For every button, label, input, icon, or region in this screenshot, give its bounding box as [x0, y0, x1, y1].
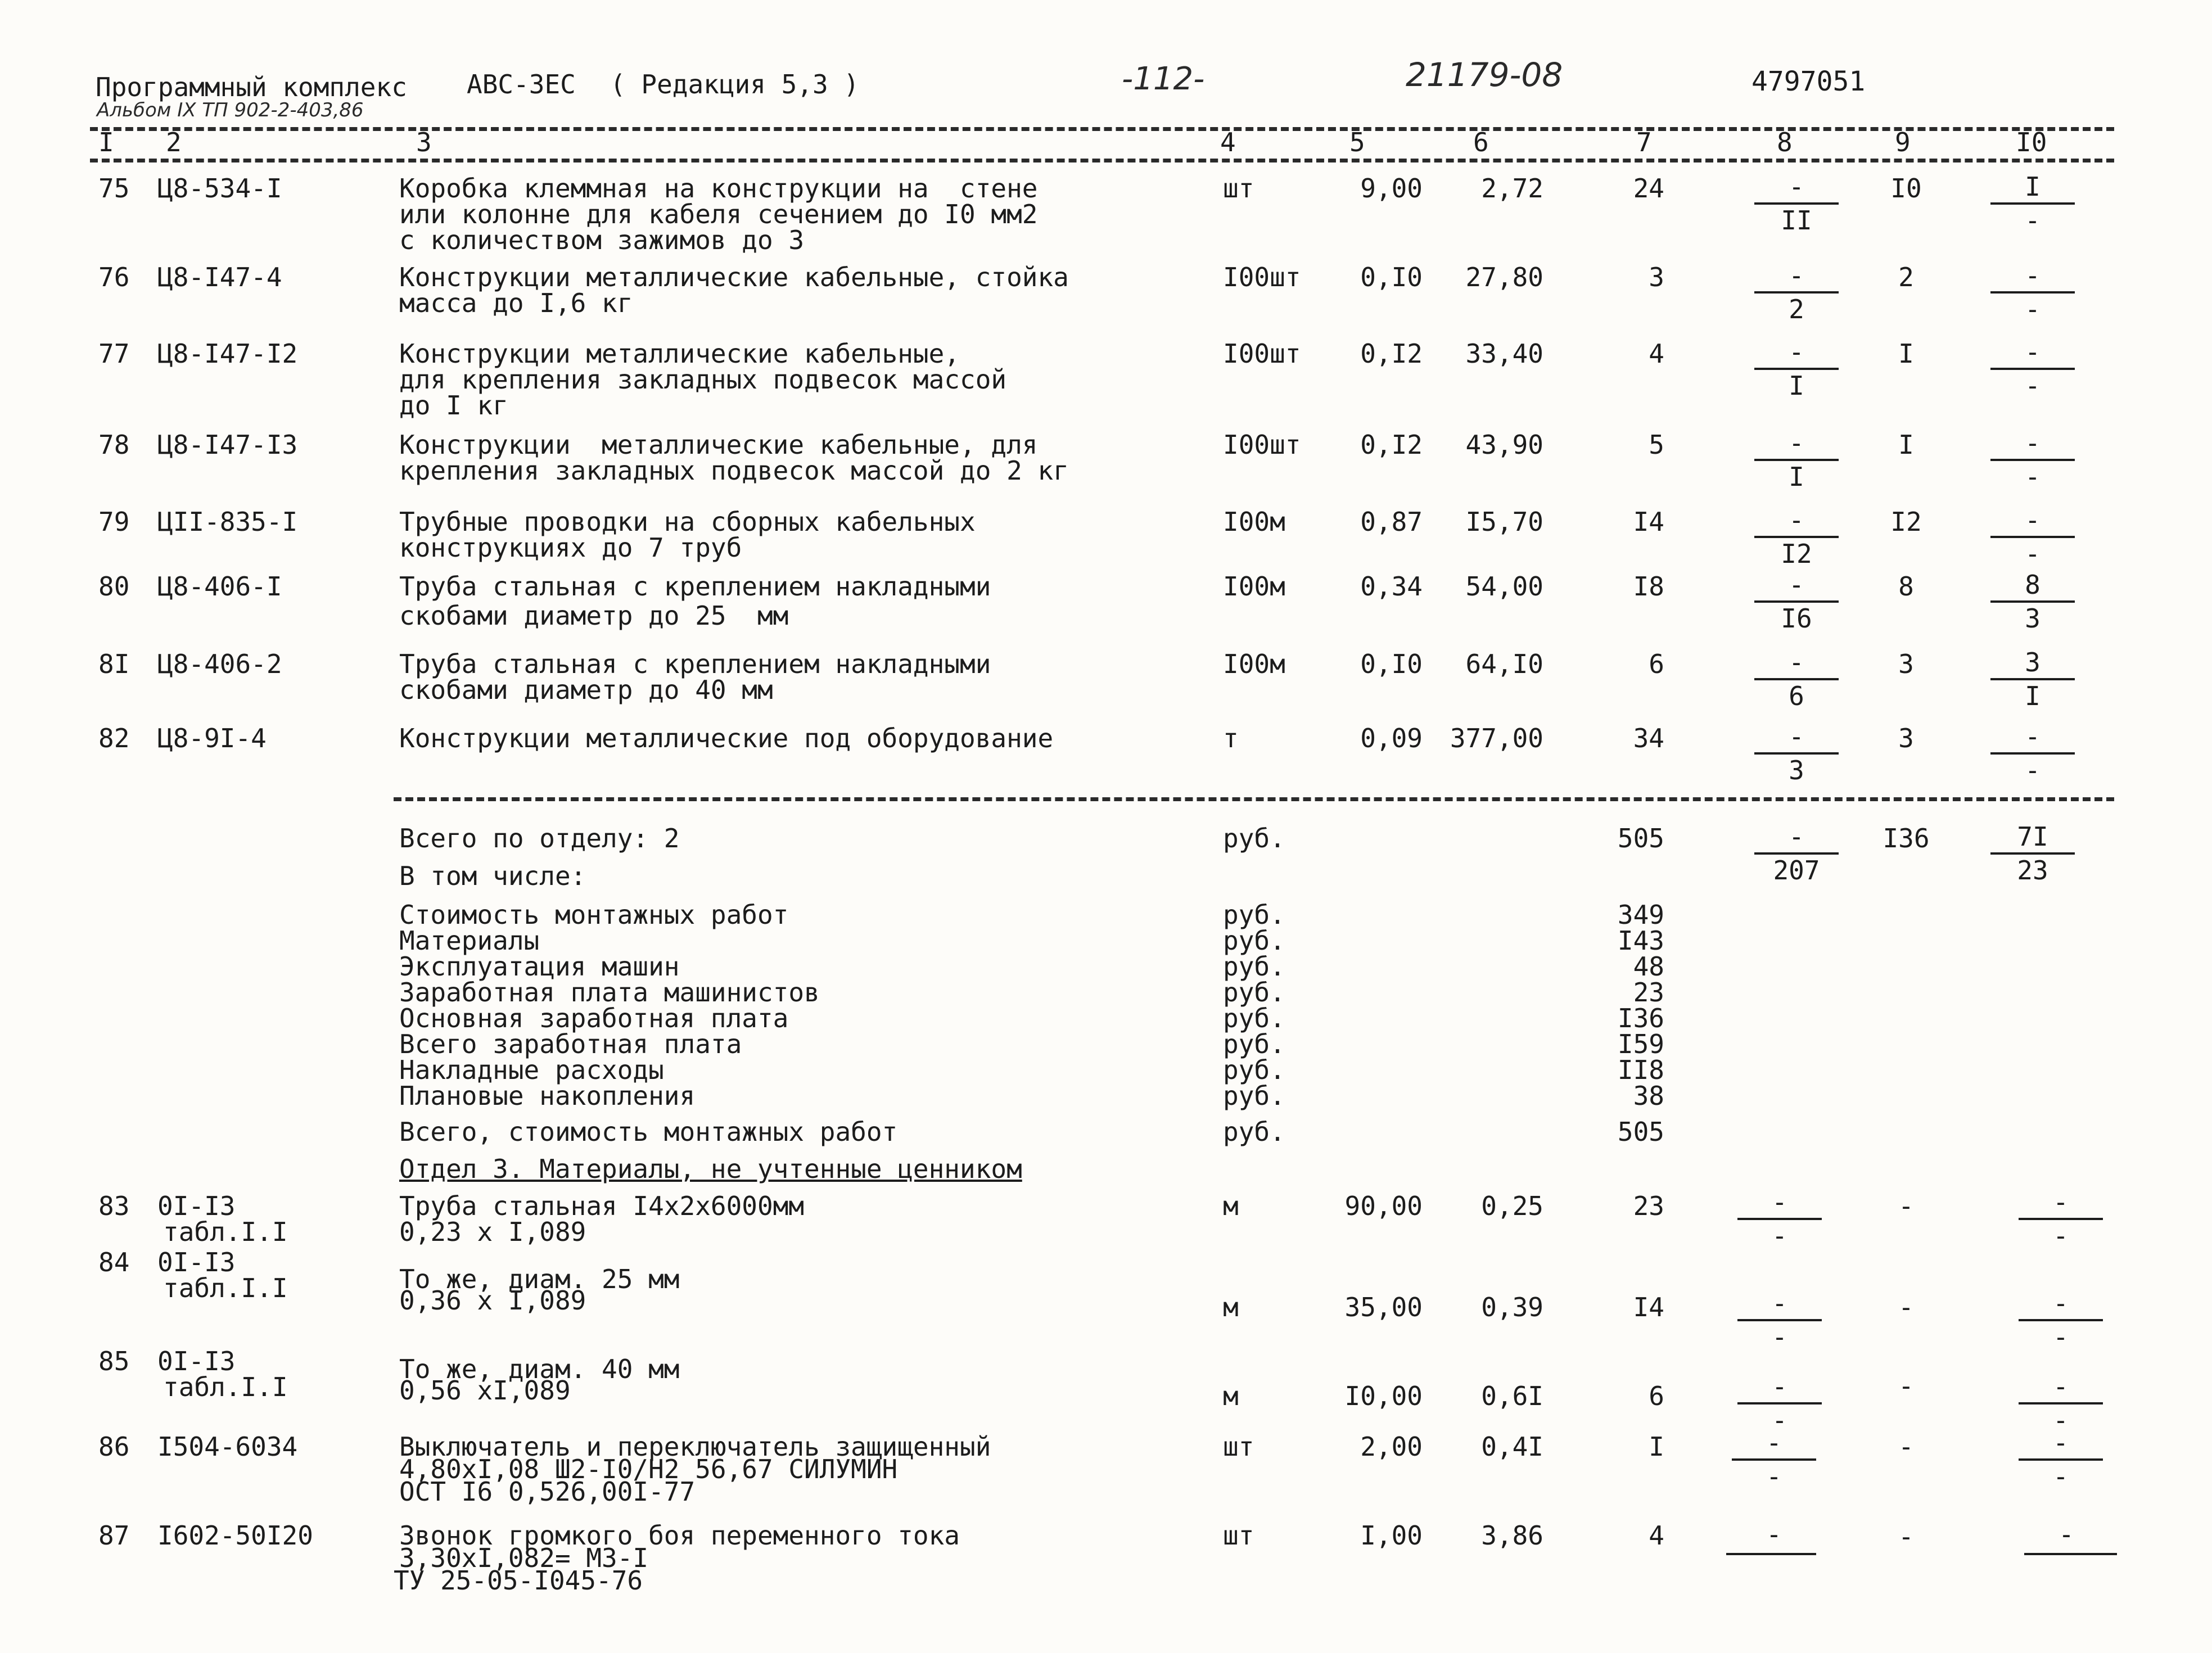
col10-bottom: - — [2025, 539, 2041, 569]
col8-bottom: - — [1772, 1322, 1787, 1352]
row-desc-line: крепления закладных подвесок массой до 2 кг — [399, 455, 1069, 486]
row-col8-fraction — [1737, 1372, 1822, 1435]
row-price: 0,6I — [1481, 1381, 1543, 1411]
row-col8-fraction — [1754, 428, 1839, 491]
row-code: Ц8-I47-4 — [157, 262, 282, 292]
row-col10-fraction — [1990, 505, 2075, 568]
total-col9: I36 — [1883, 823, 1930, 853]
row-desc-line: с количеством зажимов до 3 — [399, 225, 805, 255]
row-price: 43,90 — [1465, 430, 1543, 460]
row-unit: м — [1223, 1292, 1239, 1322]
row-total: 34 — [1633, 723, 1664, 753]
row-unit: I00шт — [1223, 430, 1301, 460]
row-code: Ц8-I47-I3 — [157, 430, 298, 460]
col10-bottom: - — [2053, 1322, 2069, 1352]
col-header-6: 6 — [1473, 127, 1489, 157]
row-qty: I,00 — [1360, 1520, 1423, 1551]
row-total: 24 — [1633, 173, 1664, 204]
total-unit: руб. — [1223, 823, 1285, 853]
program-label: Программный комплекс — [96, 72, 407, 102]
col10-top: - — [2053, 1371, 2069, 1402]
col8-underline — [1726, 1553, 1816, 1555]
breakdown-value: 349 — [1617, 900, 1664, 930]
row-unit: шт — [1223, 1520, 1254, 1551]
row-total: 4 — [1649, 338, 1664, 369]
handwritten-code: 21179-08 — [1406, 56, 1563, 94]
row-unit: шт — [1223, 1431, 1254, 1462]
breakdown-label: Заработная плата машинистов — [399, 977, 820, 1008]
breakdown-unit: руб. — [1223, 951, 1285, 982]
row-qty: 35,00 — [1344, 1292, 1423, 1322]
row-col8-fraction — [1754, 172, 1839, 235]
grand-total-unit: руб. — [1223, 1117, 1285, 1147]
row-qty: 2,00 — [1360, 1431, 1423, 1462]
row-qty: 90,00 — [1344, 1191, 1423, 1221]
col8-bottom: - — [1772, 1221, 1787, 1251]
row-col10: - — [2058, 1519, 2074, 1550]
col10-bottom: - — [2053, 1461, 2069, 1492]
col8-bottom: I2 — [1781, 539, 1812, 569]
row-desc-line: Трубные проводки на сборных кабельных — [399, 507, 976, 537]
breakdown-value: 48 — [1633, 951, 1664, 982]
row-col9: - — [1898, 1371, 1914, 1401]
row-code: Ц8-406-I — [157, 571, 282, 602]
col-header-9: 9 — [1895, 127, 1911, 157]
col8-top: - — [1789, 821, 1804, 852]
row-qty: 0,I2 — [1360, 338, 1423, 369]
row-price: 3,86 — [1481, 1520, 1543, 1551]
row-desc-line: То же, диам. 25 мм — [399, 1264, 680, 1294]
row-qty: 9,00 — [1360, 173, 1423, 204]
col8-top: - — [1789, 570, 1804, 600]
row-desc-line: Выключатель и переключатель защищенный — [399, 1431, 991, 1462]
total-label: Всего по отделу: 2 — [399, 823, 680, 853]
breakdown-label: Накладные расходы — [399, 1055, 664, 1085]
row-desc-line: Конструкции металлические под оборудование — [399, 723, 1054, 753]
row-qty: I0,00 — [1344, 1381, 1423, 1411]
row-price: 54,00 — [1465, 571, 1543, 602]
row-unit: м — [1223, 1191, 1239, 1221]
row-col10-fraction — [2019, 1372, 2103, 1435]
row-total: I — [1649, 1431, 1664, 1462]
col10-top: - — [2053, 1288, 2069, 1318]
row-number: 86 — [98, 1431, 130, 1462]
row-col8-fraction — [1754, 722, 1839, 785]
row-col8-fraction — [1754, 570, 1839, 633]
row-price: I5,70 — [1465, 507, 1543, 537]
col10-underline — [2024, 1553, 2117, 1555]
row-code: Ц8-534-I — [157, 173, 282, 204]
row-col10-fraction — [2019, 1289, 2103, 1352]
breakdown-value: II8 — [1617, 1055, 1664, 1085]
row-number: 8I — [98, 649, 130, 679]
row-col8-fraction — [1737, 1289, 1822, 1352]
breakdown-value: I59 — [1617, 1029, 1664, 1059]
row-unit: м — [1223, 1381, 1239, 1411]
row-col9: - — [1898, 1292, 1914, 1322]
column-header-divider — [90, 159, 2114, 162]
row-number: 76 — [98, 262, 130, 292]
col10-top: - — [2025, 505, 2041, 535]
row-price: 0,39 — [1481, 1292, 1543, 1322]
row-number: 87 — [98, 1520, 130, 1551]
row-price: 27,80 — [1465, 262, 1543, 292]
row-unit: т — [1223, 723, 1239, 753]
row-col9: - — [1898, 1431, 1914, 1462]
breakdown-value: I36 — [1617, 1003, 1664, 1033]
breakdown-unit: руб. — [1223, 1003, 1285, 1033]
breakdown-units — [1223, 902, 1285, 1109]
row-unit: I00м — [1223, 507, 1285, 537]
row-col9: - — [1898, 1191, 1914, 1221]
row-code: 0I-I3 — [157, 1191, 236, 1221]
row-desc-line: Конструкции металлические кабельные, — [399, 338, 960, 369]
col8-bottom: I — [1789, 371, 1804, 401]
row-desc-line: Коробка клеммная на конструкции на стене — [399, 173, 1038, 204]
row-col8-fraction — [1754, 505, 1839, 568]
row-col9: I2 — [1890, 507, 1922, 537]
row-desc-line: Конструкции металлические кабельные, для — [399, 430, 1038, 460]
row-desc-line: или колонне для кабеля сечением до I0 мм2 — [399, 199, 1038, 229]
row-col9: I0 — [1890, 173, 1922, 204]
row-desc-line: ОСТ I6 0,526,00I-77 — [399, 1476, 696, 1507]
program-name: АВС-ЗЕС — [467, 69, 576, 100]
row-desc-line: для крепления закладных подвесок массой — [399, 364, 1007, 395]
row-col9: 2 — [1898, 262, 1914, 292]
row-total: 6 — [1649, 649, 1664, 679]
row-col8-fraction — [1732, 1428, 1816, 1491]
col-header-7: 7 — [1636, 127, 1652, 157]
breakdown-label: Плановые накопления — [399, 1081, 696, 1111]
breakdown-label: Материалы — [399, 925, 540, 956]
row-number: 82 — [98, 723, 130, 753]
col8-top: - — [1772, 1187, 1787, 1217]
breakdown-label: Эксплуатация машин — [399, 951, 680, 982]
row-number: 75 — [98, 173, 130, 204]
col-header-10: I0 — [2016, 127, 2047, 157]
col10-bottom: - — [2053, 1221, 2069, 1251]
total-col8-fraction — [1754, 822, 1839, 885]
breakdown-label: Всего заработная плата — [399, 1029, 742, 1059]
including-label: В том числе: — [399, 861, 586, 891]
col-header-3: 3 — [416, 127, 432, 157]
row-number: 84 — [98, 1247, 130, 1277]
col10-bottom: - — [2053, 1405, 2069, 1435]
col8-top: - — [1789, 428, 1804, 458]
row-total: 4 — [1649, 1520, 1664, 1551]
col8-top: - — [1789, 647, 1804, 678]
row-code: ЦII-835-I — [157, 507, 298, 537]
col10-top: 8 — [2025, 570, 2041, 600]
row-total: 5 — [1649, 430, 1664, 460]
col10-bottom: - — [2025, 371, 2041, 401]
breakdown-value: 38 — [1633, 1081, 1664, 1111]
col8-bottom: II — [1781, 205, 1812, 236]
row-col8-fraction — [1754, 261, 1839, 324]
row-price: 33,40 — [1465, 338, 1543, 369]
section-divider — [394, 797, 2114, 801]
col10-top: I — [2025, 171, 2041, 202]
col8-top: - — [1789, 505, 1804, 535]
breakdown-label: Основная заработная плата — [399, 1003, 789, 1033]
row-desc-line: Труба стальная с креплением накладными — [399, 649, 991, 679]
total-col10-fraction — [1990, 822, 2075, 885]
col8-bottom: I6 — [1781, 603, 1812, 634]
row-code: Ц8-406-2 — [157, 649, 282, 679]
album-note: Альбом IX ТП 902-2-403,86 — [97, 99, 364, 121]
row-number: 83 — [98, 1191, 130, 1221]
breakdown-value: I43 — [1617, 925, 1664, 956]
row-col10-fraction — [1990, 570, 2075, 633]
row-qty: 0,I0 — [1360, 262, 1423, 292]
row-unit: шт — [1223, 173, 1254, 204]
row-total: I8 — [1633, 571, 1664, 602]
row-qty: 0,09 — [1360, 723, 1423, 753]
section-3-title: Отдел 3. Материалы, не учтенные ценником — [399, 1154, 1022, 1184]
row-code-table: табл.I.I — [163, 1372, 288, 1402]
row-unit: I00м — [1223, 649, 1285, 679]
row-col10-fraction — [1990, 428, 2075, 491]
col10-bottom: I — [2025, 681, 2041, 711]
col10-top: - — [2053, 1187, 2069, 1217]
breakdown-unit: руб. — [1223, 900, 1285, 930]
row-col8: - — [1766, 1519, 1782, 1550]
row-total: I4 — [1633, 1292, 1664, 1322]
row-qty: 0,I2 — [1360, 430, 1423, 460]
col8-top: - — [1789, 260, 1804, 291]
row-col9: 8 — [1898, 571, 1914, 602]
row-desc-line: скобами диаметр до 25 мм — [399, 600, 789, 631]
row-price: 2,72 — [1481, 173, 1543, 204]
header-divider — [90, 127, 2114, 131]
col8-top: - — [1772, 1288, 1787, 1318]
row-code: Ц8-9I-4 — [157, 723, 267, 753]
breakdown-unit: руб. — [1223, 1055, 1285, 1085]
col-header-5: 5 — [1349, 127, 1365, 157]
breakdown-values — [1586, 902, 1664, 1109]
row-col10-fraction — [1990, 648, 2075, 711]
col8-top: - — [1789, 337, 1804, 367]
col10-bottom: - — [2025, 205, 2041, 236]
row-unit: I00шт — [1223, 262, 1301, 292]
row-price: 0,4I — [1481, 1431, 1543, 1462]
row-price: 377,00 — [1450, 723, 1543, 753]
col10-bottom: 23 — [2017, 855, 2048, 886]
row-number: 79 — [98, 507, 130, 537]
row-desc-line: 0,36 х I,089 — [399, 1285, 586, 1316]
row-col9: I — [1898, 338, 1914, 369]
total-value: 505 — [1617, 823, 1664, 853]
row-number: 77 — [98, 338, 130, 369]
row-unit: I00м — [1223, 571, 1285, 602]
row-desc-line: 0,23 х I,089 — [399, 1217, 586, 1247]
col-header-8: 8 — [1777, 127, 1793, 157]
row-col10-fraction — [1990, 337, 2075, 400]
row-col8-fraction — [1754, 648, 1839, 711]
row-col10-fraction — [1990, 261, 2075, 324]
row-total: 23 — [1633, 1191, 1664, 1221]
row-col9: I — [1898, 430, 1914, 460]
row-col10-fraction — [2019, 1428, 2103, 1491]
col-header-1: I — [98, 127, 114, 157]
col10-bottom: 3 — [2025, 603, 2041, 634]
col8-bottom: - — [1772, 1405, 1787, 1435]
row-total: 3 — [1649, 262, 1664, 292]
row-col10-fraction — [1990, 172, 2075, 235]
col-header-4: 4 — [1220, 127, 1236, 157]
col8-bottom: I — [1789, 462, 1804, 492]
row-col9: 3 — [1898, 723, 1914, 753]
breakdown-unit: руб. — [1223, 977, 1285, 1008]
row-col10-fraction — [2019, 1187, 2103, 1250]
document-number: 4797051 — [1751, 66, 1866, 97]
row-desc-line: конструкциях до 7 труб — [399, 532, 742, 563]
col8-bottom: 2 — [1789, 294, 1804, 324]
row-number: 80 — [98, 571, 130, 602]
row-desc-line: скобами диаметр до 40 мм — [399, 675, 773, 705]
col8-top: - — [1766, 1428, 1782, 1458]
row-col8-fraction — [1737, 1187, 1822, 1250]
col8-bottom: - — [1766, 1461, 1782, 1492]
col10-bottom: - — [2025, 755, 2041, 785]
col10-top: 3 — [2025, 647, 2041, 678]
row-code: Ц8-I47-I2 — [157, 338, 298, 369]
row-code: I504-6034 — [157, 1431, 298, 1462]
col10-bottom: - — [2025, 462, 2041, 492]
row-code-table: табл.I.I — [163, 1217, 288, 1247]
row-col9: 3 — [1898, 649, 1914, 679]
col10-bottom: - — [2025, 294, 2041, 324]
row-desc-line: Труба стальная I4х2х6000мм — [399, 1191, 805, 1221]
row-qty: 0,87 — [1360, 507, 1423, 537]
row-code: 0I-I3 — [157, 1247, 236, 1277]
row-qty: 0,34 — [1360, 571, 1423, 602]
row-price: 0,25 — [1481, 1191, 1543, 1221]
edition-label: ( Редакция 5,3 ) — [610, 69, 860, 100]
col8-top: - — [1789, 721, 1804, 752]
row-col10-fraction — [1990, 722, 2075, 785]
col10-top: - — [2025, 260, 2041, 291]
page-number: -112- — [1122, 61, 1205, 97]
row-total: 6 — [1649, 1381, 1664, 1411]
row-price: 64,I0 — [1465, 649, 1543, 679]
row-unit: I00шт — [1223, 338, 1301, 369]
col8-top: - — [1789, 171, 1804, 202]
row-col9: - — [1898, 1521, 1914, 1552]
col10-top: 7I — [2017, 821, 2048, 852]
grand-total-value: 505 — [1617, 1117, 1664, 1147]
col8-bottom: 207 — [1773, 855, 1820, 886]
col10-top: - — [2025, 337, 2041, 367]
row-code: I602-50I20 — [157, 1520, 313, 1551]
breakdown-unit: руб. — [1223, 925, 1285, 956]
row-number: 78 — [98, 430, 130, 460]
row-desc-line: масса до I,6 кг — [399, 288, 633, 318]
breakdown-value: 23 — [1633, 977, 1664, 1008]
breakdown-label: Стоимость монтажных работ — [399, 900, 789, 930]
row-code-table: табл.I.I — [163, 1273, 288, 1303]
row-desc-line: Конструкции металлические кабельные, стойка — [399, 262, 1069, 292]
row-desc-line: Труба стальная с креплением накладными — [399, 571, 991, 602]
row-desc-line: ТУ 25-05-I045-76 — [394, 1565, 643, 1596]
grand-total-label: Всего, стоимость монтажных работ — [399, 1117, 898, 1147]
row-number: 85 — [98, 1346, 130, 1376]
row-desc-line: 4,80хI,08 Ш2-I0/Н2 56,67 СИЛУМИН — [399, 1454, 898, 1484]
row-desc-line: 0,56 хI,089 — [399, 1375, 571, 1406]
col8-bottom: 6 — [1789, 681, 1804, 711]
breakdown-unit: руб. — [1223, 1029, 1285, 1059]
col8-bottom: 3 — [1789, 755, 1804, 785]
col10-top: - — [2025, 721, 2041, 752]
row-desc-line: до I кг — [399, 390, 508, 421]
row-code: 0I-I3 — [157, 1346, 236, 1376]
breakdown-labels — [399, 902, 820, 1109]
col8-top: - — [1772, 1371, 1787, 1402]
row-desc-line: То же, диам. 40 мм — [399, 1354, 680, 1384]
row-col8-fraction — [1754, 337, 1839, 400]
col-header-2: 2 — [166, 127, 182, 157]
col10-top: - — [2053, 1428, 2069, 1458]
breakdown-unit: руб. — [1223, 1081, 1285, 1111]
row-qty: 0,I0 — [1360, 649, 1423, 679]
col10-top: - — [2025, 428, 2041, 458]
row-total: I4 — [1633, 507, 1664, 537]
row-desc-line: Звонок громкого боя переменного тока — [399, 1520, 960, 1551]
row-desc-line: 3,30хI,082= М3-I — [399, 1543, 649, 1573]
